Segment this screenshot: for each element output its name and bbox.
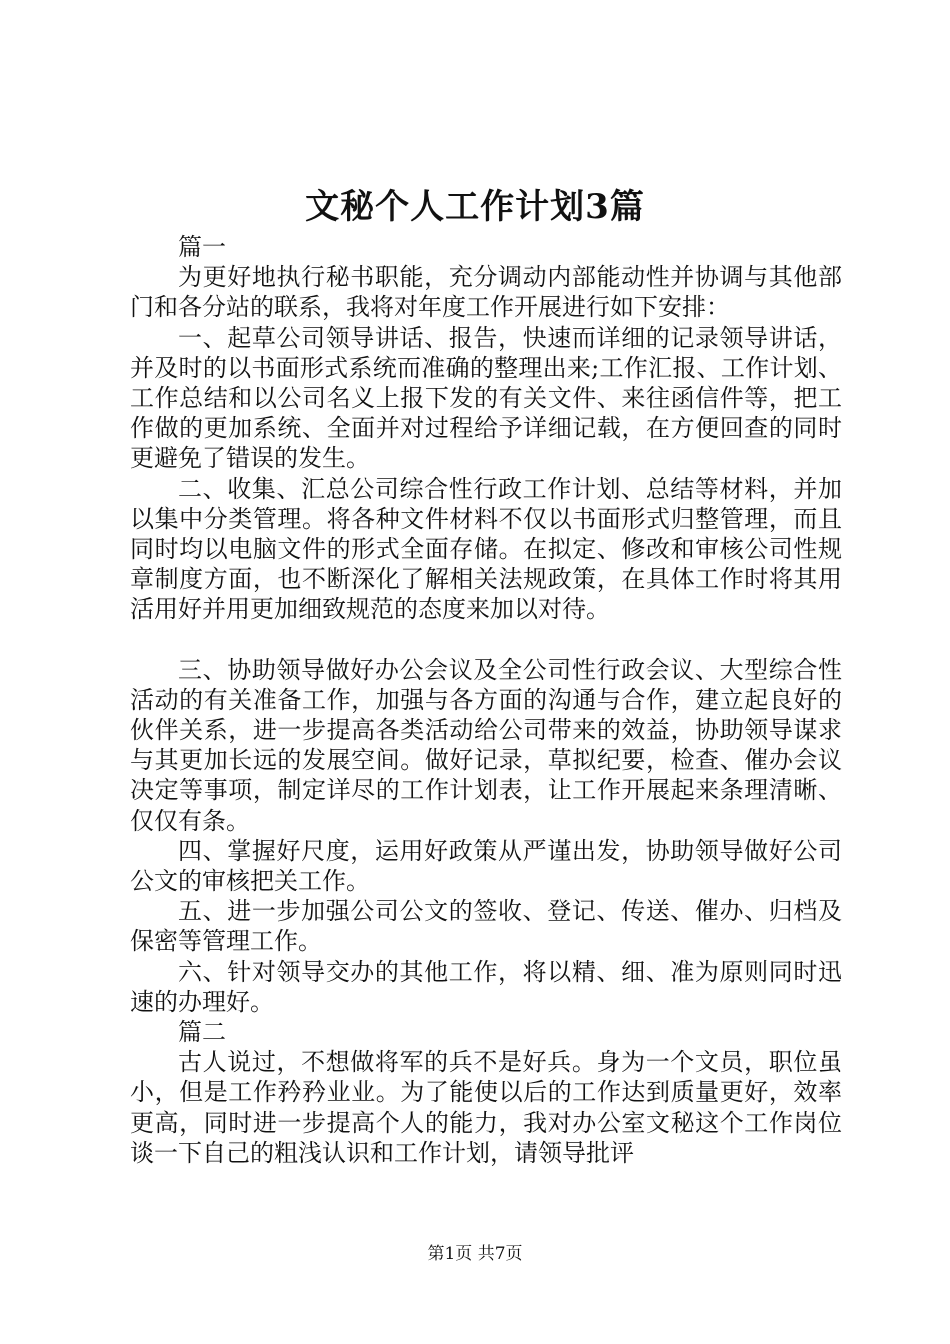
paragraph-item-2: 二、收集、汇总公司综合性行政工作计划、总结等材料，并加以集中分类管理。将各种文件材料不仅以书面形式归整管理，而且同时均以电脑文件的形式全面存储。在拟定、修改和审核公司性规章制度方面，也不断深化了解相关法规政策，在具体工作时将其用活用好并用更加细致规范的态度来加以对待。	[130, 474, 842, 624]
paragraph-item-6: 六、针对领导交办的其他工作，将以精、细、准为原则同时迅速的办理好。	[130, 957, 842, 1016]
document-body	[130, 232, 842, 1168]
page-footer: 第1页 共7页	[427, 1244, 523, 1264]
paragraph-gap	[130, 625, 842, 655]
paragraph-item-1: 一、起草公司领导讲话、报告，快速而详细的记录领导讲话，并及时的以书面形式系统而准确的整理出来;工作汇报、工作计划、工作总结和以公司名义上报下发的有关文件、来往函信件等，把工作做的更加系统、全面并对过程给予详细记载，在方便回查的同时更避免了错误的发生。	[130, 323, 842, 473]
document-title: 文秘个人工作计划3篇	[305, 187, 645, 227]
section-heading-2: 篇二	[178, 1018, 226, 1047]
paragraph-section-2-intro: 古人说过，不想做将军的兵不是好兵。身为一个文员，职位虽小，但是工作矜矜业业。为了能使以后的工作达到质量更好，效率更高，同时进一步提高个人的能力，我对办公室文秘这个工作岗位谈一下自己的粗浅认识和工作计划，请领导批评	[130, 1048, 842, 1167]
paragraph-item-5: 五、进一步加强公司公文的签收、登记、传送、催办、归档及保密等管理工作。	[130, 897, 842, 956]
paragraph-item-3: 三、协助领导做好办公会议及全公司性行政会议、大型综合性活动的有关准备工作，加强与各方面的沟通与合作，建立起良好的伙伴关系，进一步提高各类活动给公司带来的效益，协助领导谋求与其更加长远的发展空间。做好记录，草拟纪要，检查、催办会议决定等事项，制定详尽的工作计划表，让工作开展起来条理清晰、仅仅有条。	[130, 655, 842, 835]
section-heading-1: 篇一	[178, 233, 226, 261]
paragraph-intro: 为更好地执行秘书职能，充分调动内部能动性并协调与其他部门和各分站的联系，我将对年度工作开展进行如下安排：	[130, 263, 842, 322]
paragraph-item-4: 四、掌握好尺度，运用好政策从严谨出发，协助领导做好公司公文的审核把关工作。	[130, 836, 842, 896]
